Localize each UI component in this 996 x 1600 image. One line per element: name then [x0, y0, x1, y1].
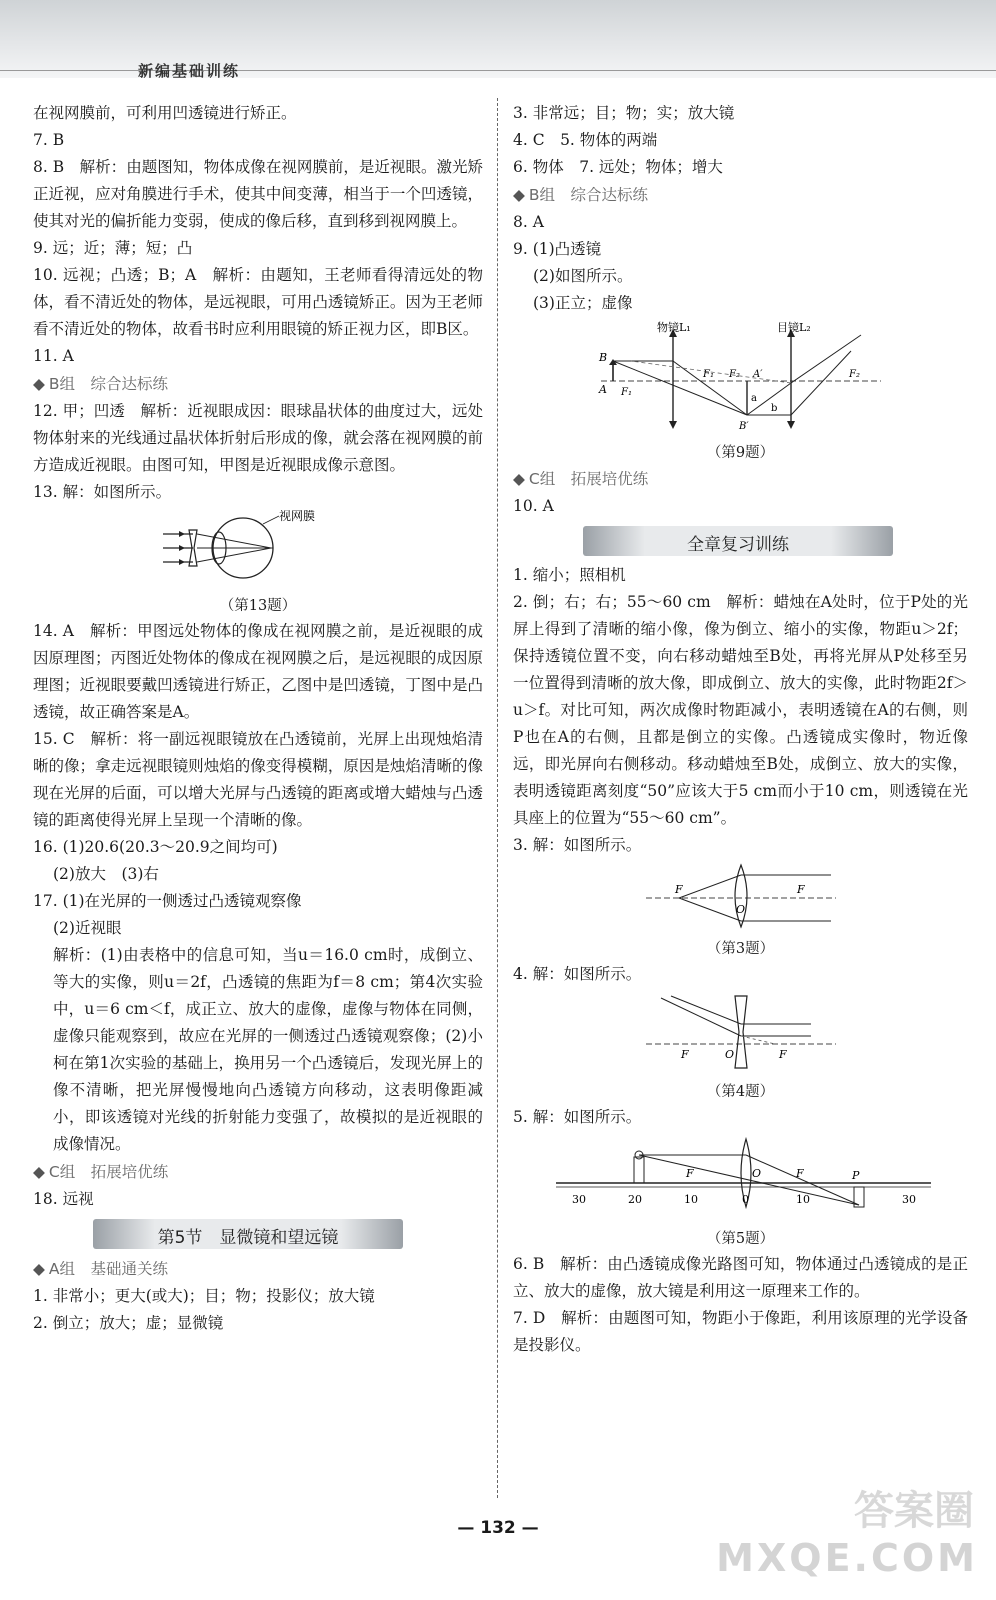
optical-center-label: O — [724, 1048, 734, 1061]
focus-F1-label: F₁ — [620, 387, 632, 398]
focus-F-label: F — [685, 1167, 694, 1180]
eye-diagram — [163, 510, 353, 586]
retina-label: 视网膜 — [279, 510, 316, 523]
focus-F-label: F — [674, 883, 683, 896]
answer-r10: 10. A — [513, 497, 554, 515]
answer-r9a: 9. (1)凸透镜 — [513, 240, 602, 258]
answer-18: 18. 远视 — [33, 1190, 94, 1208]
group-heading-c: ◆ C组 拓展培优练 — [513, 470, 649, 488]
optical-center-label: O — [751, 1167, 761, 1180]
answer-10: 10. 远视；凸透；B；A 解析：由题知，王老师看得清远处的物体，看不清近处的物体，是远视眼，可用凸透镜矫正。因为王老师看不清近处的物体，故看书时应利用眼镜的矫正视力区，即B区。 — [33, 266, 483, 338]
watermark: MXQE.COM — [716, 1536, 978, 1580]
answer-c2: 2. 倒；右；右；55～60 cm 解析：蜡烛在A处时，位于P处的光屏上得到了清晰的缩小像，像为倒立、缩小的实像，物距u＞2f；保持透镜位置不变，向右移动蜡烛至B处，再将光屏从P处移至另一位置得到清晰的放大像，即成倒立、放大的实像，此时物距2f＞u＞f。对比可知，两次成像时物距减小，表明透镜在A的右侧，则P也在A的右侧，且都是倒立的实像。凸透镜成实像时，物近像远，即光屏向右侧移动。移动蜡烛至B处，成倒立、放大的实像，表明透镜距离刻度“50”应该大于5 cm而小于10 cm，则透镜在光具座上的位置为“55～60 cm”。 — [513, 593, 968, 827]
focus-F-label: F — [796, 883, 805, 896]
figure-9 — [513, 321, 968, 437]
scale-tick-label: 20 — [627, 1193, 642, 1206]
telescope-diagram — [591, 321, 891, 433]
diamond-icon: ◆ — [513, 186, 525, 204]
answer-11: 11. A — [33, 347, 74, 365]
right-column — [513, 100, 968, 1359]
optical-bench-diagram — [546, 1135, 936, 1219]
answer-c5: 5. 解：如图所示。 — [513, 1108, 642, 1126]
answer-13: 13. 解：如图所示。 — [33, 483, 172, 501]
answer-r6: 6. 物体 7. 远处；物体；增大 — [513, 158, 723, 176]
answer-r8: 8. A — [513, 213, 544, 231]
diamond-icon: ◆ — [33, 1260, 45, 1278]
ray-b-label: b — [770, 403, 777, 414]
answer-r9b: (2)如图所示。 — [533, 267, 633, 285]
focus-F-label: F — [680, 1048, 689, 1061]
image-A-prime-label: A′ — [752, 369, 762, 380]
group-heading-b: ◆ B组 综合达标练 — [513, 186, 649, 204]
scale-tick-label: 10 — [683, 1193, 698, 1206]
page-number: — 132 — — [457, 1518, 539, 1538]
answer-c7: 7. D 解析：由题图可知，物距小于像距，利用该原理的光学设备是投影仪。 — [513, 1309, 968, 1354]
figure-5 — [513, 1135, 968, 1223]
answer-r3: 3. 非常远；目；物；实；放大镜 — [513, 104, 735, 122]
eyepiece-lens-label: 目镜L₂ — [776, 321, 811, 334]
running-title: 新编基础训练 — [138, 62, 241, 80]
answer-15: 15. C 解析：将一副远视眼镜放在凸透镜前，光屏上出现烛焰清晰的像；拿走远视眼镜则烛焰的像变得模糊，原因是烛焰清晰的像现在光屏的后面，可以增大光屏与凸透镜的距离或增大蜡烛与凸透镜的距离使得光屏上呈现一个清晰的像。 — [33, 730, 483, 829]
figure-13 — [33, 510, 483, 590]
concave-lens-diagram — [641, 992, 841, 1072]
header-band — [0, 0, 996, 78]
group-heading-c: ◆ C组 拓展培优练 — [33, 1163, 169, 1181]
scale-tick-label: 30 — [901, 1193, 916, 1206]
convex-lens-diagram — [641, 863, 841, 929]
column-divider — [497, 98, 498, 1498]
answer-r4: 4. C 5. 物体的两端 — [513, 131, 658, 149]
point-A-label: A — [598, 383, 607, 396]
answer-c6: 6. B 解析：由凸透镜成像光路图可知，物体通过凸透镜成的是正立、放大的虚像，放大镜是利用这一原理来工作的。 — [513, 1255, 968, 1300]
left-column — [33, 100, 483, 1337]
group-heading-b: ◆ B组 综合达标练 — [33, 375, 169, 393]
scale-tick-label: 0 — [741, 1193, 749, 1206]
answer-14: 14. A 解析：甲图远处物体的像成在视网膜之前，是近视眼的成因原理图；丙图近处物体的像成在视网膜之后，是远视眼的成因原理图；近视眼要戴凹透镜进行矫正，乙图中是凹透镜，丁图中是凸透镜，故正确答案是A。 — [33, 622, 483, 721]
answer-7: 7. B — [33, 131, 65, 149]
focus-F-label: F — [795, 1167, 804, 1180]
point-B-label: B — [598, 351, 607, 364]
answer-16b: (2)放大 (3)右 — [53, 865, 159, 883]
answer-r9c: (3)正立；虚像 — [533, 294, 633, 312]
answer-17b: (2)近视眼 — [53, 919, 122, 937]
answer-c1: 1. 缩小；照相机 — [513, 566, 626, 584]
scale-tick-label: 30 — [571, 1193, 586, 1206]
figure-4-caption: （第4题） — [706, 1084, 775, 1100]
answer-line: 在视网膜前，可利用凹透镜进行矫正。 — [33, 104, 297, 122]
objective-lens-label: 物镜L₁ — [656, 321, 691, 334]
figure-13-caption: （第13题） — [219, 598, 297, 614]
answer-16a: 16. (1)20.6(20.3～20.9之间均可) — [33, 838, 278, 856]
focus-F1-label: F₁ — [702, 369, 714, 380]
focus-F2-label: F₂ — [848, 369, 860, 380]
diamond-icon: ◆ — [33, 1163, 45, 1181]
figure-3 — [513, 863, 968, 933]
answer-8: 8. B 解析：由题图知，物体成像在视网膜前，是近视眼。激光矫正近视，应对角膜进行手术，使其中间变薄，相当于一个凹透镜，使其对光的偏折能力变弱，使成的像后移，直到移到视网膜上。 — [33, 158, 483, 230]
focus-F2-label: F₂ — [728, 369, 740, 380]
scale-tick-label: 10 — [795, 1193, 810, 1206]
answer-a1: 1. 非常小；更大(或大)；目；物；投影仪；放大镜 — [33, 1287, 375, 1305]
answer-c3: 3. 解：如图所示。 — [513, 836, 642, 854]
answer-a2: 2. 倒立；放大；虚；显微镜 — [33, 1314, 224, 1332]
screen-P-label: P — [851, 1169, 859, 1182]
figure-5-caption: （第5题） — [706, 1231, 775, 1247]
diamond-icon: ◆ — [33, 375, 45, 393]
image-B-prime-label: B′ — [738, 421, 749, 432]
answer-17-analysis: 解析：(1)由表格中的信息可知，当u＝16.0 cm时，成倒立、等大的实像，则u＝2f，凸透镜的焦距为f＝8 cm；第4次实验中，u＝6 cm＜f，成正立、放大的虚像，虚像与物体在同侧，虚像只能观察到，故应在光屏的一侧透过凸透镜观察像；(2)小柯在第1次实验的基础上，换用另一个凸透镜后，发现光屏上的像不清晰，把光屏慢慢地向凸透镜方向移动，这表明像距减小，即该透镜对光线的折射能力变强了，故模拟的是近视眼的成像情况。 — [53, 946, 483, 1153]
optical-center-label: O — [735, 903, 745, 916]
section-heading: 第5节 显微镜和望远镜 — [93, 1219, 403, 1249]
answer-17a: 17. (1)在光屏的一侧透过凸透镜观察像 — [33, 892, 302, 910]
watermark-logo: 答案圈 — [854, 1488, 974, 1534]
figure-3-caption: （第3题） — [706, 941, 775, 957]
section-heading: 全章复习训练 — [583, 526, 893, 556]
answer-c4: 4. 解：如图所示。 — [513, 965, 642, 983]
focus-F-label: F — [778, 1048, 787, 1061]
figure-9-caption: （第9题） — [706, 445, 775, 461]
ray-a-label: a — [750, 393, 757, 404]
diamond-icon: ◆ — [513, 470, 525, 488]
figure-4 — [513, 992, 968, 1076]
group-heading-a: ◆ A组 基础通关练 — [33, 1260, 169, 1278]
answer-9: 9. 远；近；薄；短；凸 — [33, 239, 193, 257]
answer-12: 12. 甲；凹透 解析：近视眼成因：眼球晶状体的曲度过大，远处物体射来的光线通过晶状体折射后形成的像，就会落在视网膜的前方造成近视眼。由图可知，甲图是近视眼成像示意图。 — [33, 402, 483, 474]
